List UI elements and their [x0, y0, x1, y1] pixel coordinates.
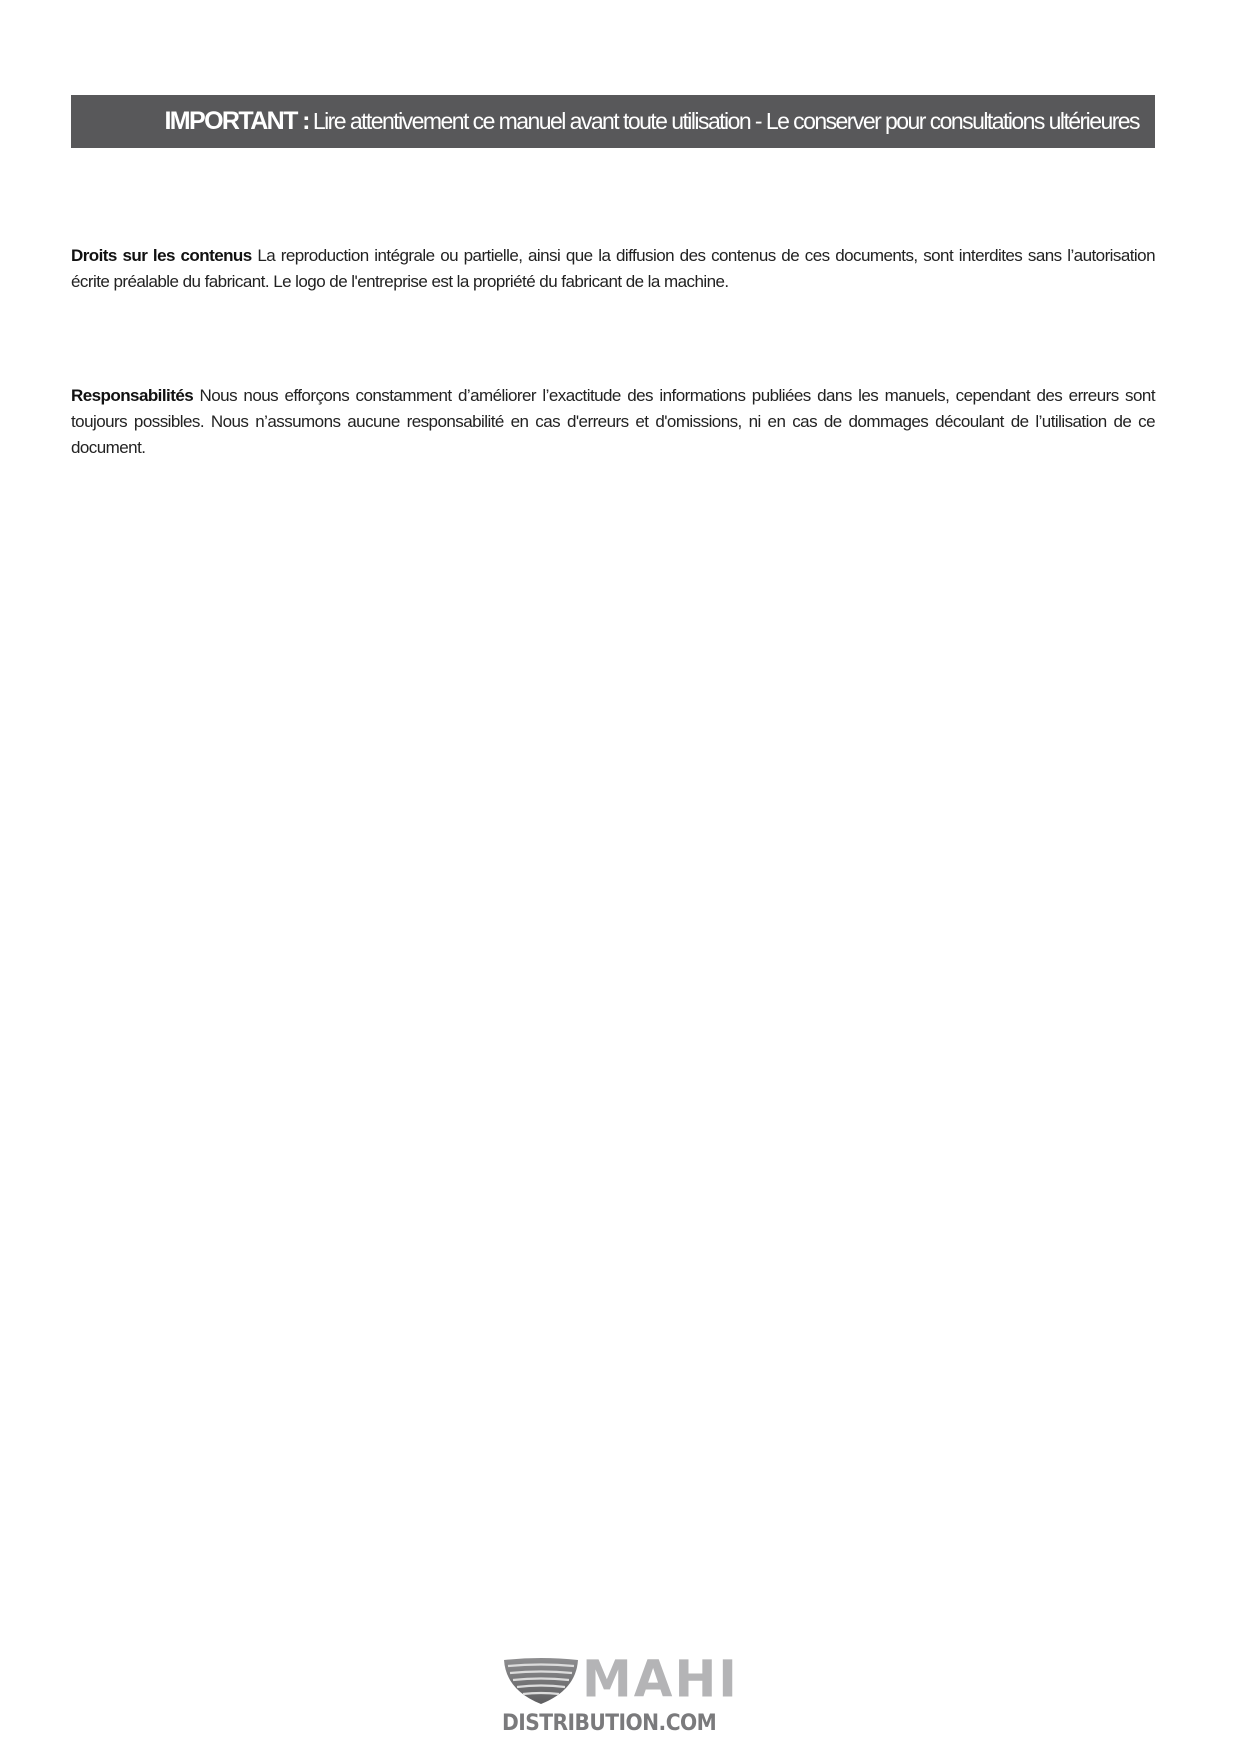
section-body-responsibilities: Nous nous efforçons constamment d’améliorer l’exactitude des informations publiées dans les manuels, cependant des erreurs sont toujours possibles. Nous n’assumons aucune responsabilité en cas d'erreurs et d'omissions, ni en cas de dommages découlant de l’utilisation de ce document.	[71, 386, 1155, 457]
section-heading-rights: Droits sur les contenus	[71, 246, 252, 265]
section-body-rights: La reproduction intégrale ou partielle, ainsi que la diffusion des contenus de ces documents, sont interdites sans l’autorisation écrite préalable du fabricant. Le logo de l'entreprise est la propriété du fabricant de la machine.	[71, 246, 1155, 291]
logo-domain-text: DISTRIBUTION.COM	[502, 1711, 717, 1736]
section-heading-responsibilities: Responsabilités	[71, 386, 194, 405]
section-content-rights	[71, 243, 1155, 295]
banner-label: IMPORTANT :	[164, 107, 309, 135]
important-banner	[71, 95, 1155, 148]
bowl-logo-icon	[502, 1656, 580, 1706]
banner-text: Lire attentivement ce manuel avant toute utilisation - Le conserver pour consultations ultérieures	[312, 108, 1139, 134]
section-responsibilities	[71, 383, 1155, 461]
footer-logo	[502, 1649, 744, 1744]
logo-brand-text: MAHI	[582, 1649, 739, 1709]
